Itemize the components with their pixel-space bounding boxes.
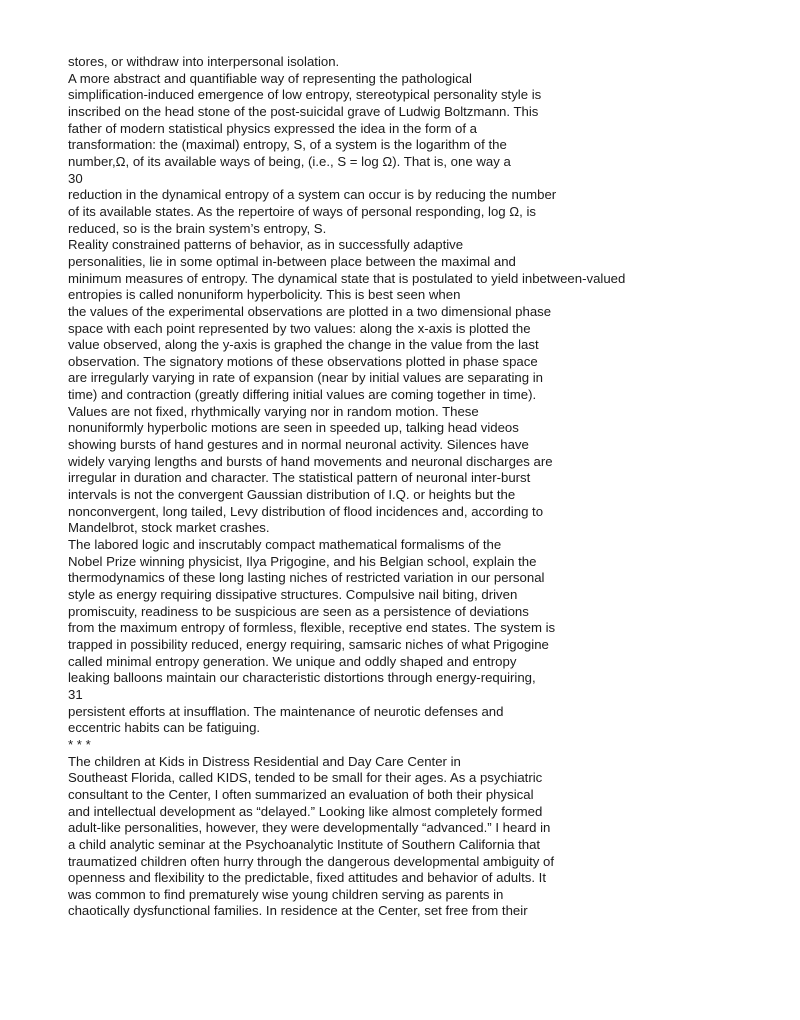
text-line: of its available states. As the repertoire of ways of personal responding, log Ω, is (68, 203, 537, 219)
text-line: observation. The signatory motions of these observations plotted in phase space (68, 353, 538, 369)
page-number: 31 (68, 686, 83, 702)
text-line: inscribed on the head stone of the post-suicidal grave of Ludwig Boltzmann. This (68, 103, 539, 119)
text-line: time) and contraction (greatly differing initial values are coming together in time). (68, 387, 537, 403)
text-line: are irregularly varying in rate of expansion (near by initial values are separating in (68, 370, 544, 386)
text-line: promiscuity, readiness to be suspicious are seen as a persistence of deviations (68, 603, 529, 619)
text-line: Values are not fixed, rhythmically varying nor in random motion. These (68, 403, 479, 419)
text-line: father of modern statistical physics expressed the idea in the form of a (68, 120, 478, 136)
text-line: widely varying lengths and bursts of hand movements and neuronal discharges are (68, 453, 553, 469)
text-line: nonconvergent, long tailed, Levy distribution of flood incidences and, according to (68, 503, 544, 519)
text-line: showing bursts of hand gestures and in normal neuronal activity. Silences have (68, 437, 529, 453)
text-line: value observed, along the y-axis is graphed the change in the value from the last (68, 337, 539, 353)
text-line: was common to find prematurely wise young children serving as parents in (68, 886, 504, 902)
text-line: The labored logic and inscrutably compact mathematical formalisms of the (68, 537, 502, 553)
text-line: stores, or withdraw into interpersonal isolation. (68, 54, 340, 69)
text-line: from the maximum entropy of formless, flexible, receptive end states. The system is (68, 620, 556, 636)
text-line: transformation: the (maximal) entropy, S, of a system is the logarithm of the (68, 137, 507, 153)
text-line: intervals is not the convergent Gaussian distribution of I.Q. or heights but the (68, 487, 516, 503)
text-line: irregular in duration and character. The statistical pattern of neuronal inter-burst (68, 470, 531, 486)
page-number: 30 (68, 170, 83, 186)
text-line: Mandelbrot, stock market crashes. (68, 520, 270, 536)
text-line: eccentric habits can be fatiguing. (68, 720, 261, 736)
section-break: * * * (68, 736, 91, 752)
text-line: the values of the experimental observations are plotted in a two dimensional phase (68, 303, 552, 319)
text-line: simplification-induced emergence of low entropy, stereotypical personality style is (68, 87, 542, 103)
text-line: Reality constrained patterns of behavior, as in successfully adaptive (68, 237, 464, 253)
text-line: The children at Kids in Distress Residential and Day Care Center in (68, 753, 461, 769)
text-line: Nobel Prize winning physicist, Ilya Prigogine, and his Belgian school, explain the (68, 553, 537, 569)
text-line: trapped in possibility reduced, energy requiring, samsaric niches of what Prigogine (68, 636, 549, 652)
text-line: Southeast Florida, called KIDS, tended to be small for their ages. As a psychiatric (68, 770, 543, 786)
document-page (68, 54, 788, 920)
text-line: a child analytic seminar at the Psychoanalytic Institute of Southern California that (68, 836, 541, 852)
text-line: reduced, so is the brain system’s entropy, S. (68, 220, 327, 236)
text-line: adult-like personalities, however, they were developmentally “advanced.” I heard in (68, 820, 551, 836)
text-line: and intellectual development as “delayed.” Looking like almost completely formed (68, 803, 543, 819)
text-line: chaotically dysfunctional families. In residence at the Center, set free from their (68, 903, 528, 919)
text-line: minimum measures of entropy. The dynamical state that is postulated to yield inbetween-valued (68, 270, 626, 286)
text-line: personalities, lie in some optimal in-between place between the maximal and (68, 253, 516, 269)
text-line: space with each point represented by two values: along the x-axis is plotted the (68, 320, 531, 336)
text-line: traumatized children often hurry through the dangerous developmental ambiguity of (68, 853, 555, 869)
text-line: consultant to the Center, I often summarized an evaluation of both their physical (68, 786, 534, 802)
text-line: nonuniformly hyperbolic motions are seen in speeded up, talking head videos (68, 420, 519, 436)
text-line: number,Ω, of its available ways of being, (i.e., S = log Ω). That is, one way a (68, 153, 511, 169)
text-line: style as energy requiring dissipative structures. Compulsive nail biting, driven (68, 587, 518, 602)
text-line: entropies is called nonuniform hyperbolicity. This is best seen when (68, 287, 461, 303)
text-line: persistent efforts at insufflation. The maintenance of neurotic defenses and (68, 703, 504, 719)
text-line: thermodynamics of these long lasting niches of restricted variation in our personal (68, 570, 545, 586)
text-line: openness and flexibility to the predictable, fixed attitudes and behavior of adults. It (68, 870, 546, 886)
text-line: reduction in the dynamical entropy of a system can occur is by reducing the number (68, 187, 557, 203)
text-line: A more abstract and quantifiable way of representing the pathological (68, 70, 472, 86)
text-line: leaking balloons maintain our characteristic distortions through energy-requiring, (68, 670, 536, 686)
text-line: called minimal entropy generation. We unique and oddly shaped and entropy (68, 653, 517, 669)
